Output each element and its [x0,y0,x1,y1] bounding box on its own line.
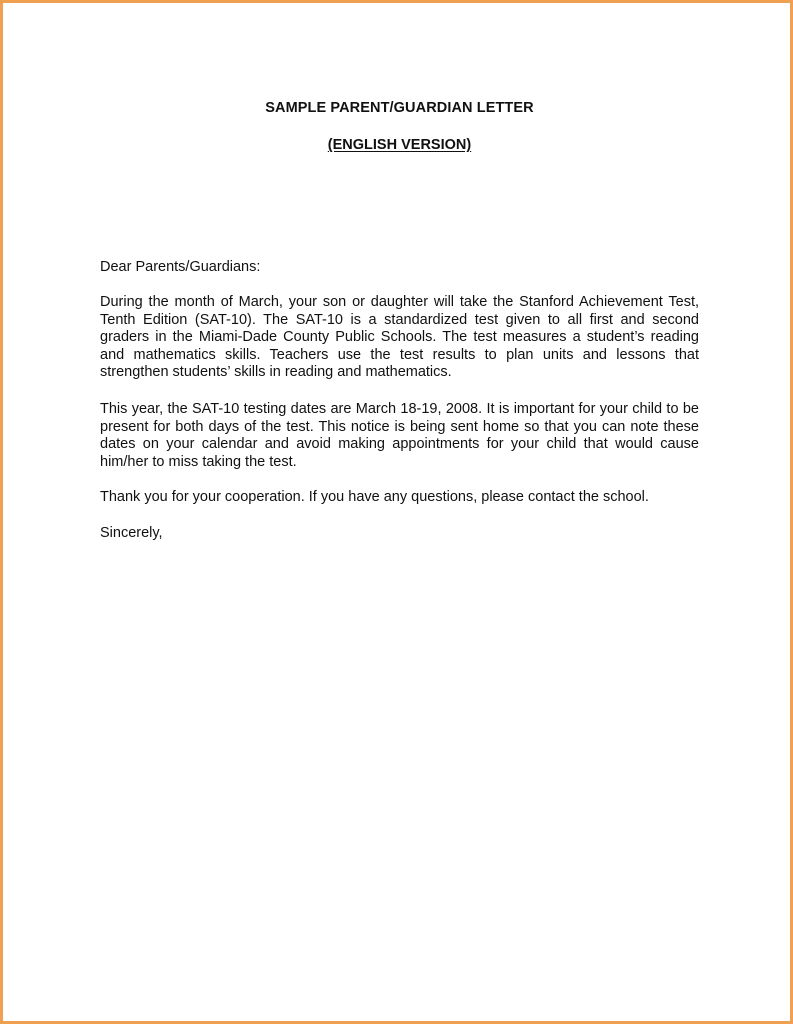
paragraph-testing-dates: This year, the SAT-10 testing dates are March 18-19, 2008. It is important for your child to be present for both days of the test. This notice is being sent home so that you can note these dates on your calendar and avoid making appointments for your child that would cause him/her to miss taking the test. [100,401,699,470]
paragraph-test-description: During the month of March, your son or daughter will take the Stanford Achievement Test, Tenth Edition (SAT-10). The SAT-10 is a standardized test given to all first and second graders in the Miami-Dade County Public Schools. The test measures a student’s reading and mathematics skills. Teachers use the test results to plan units and lessons that strengthen students’ skills in reading and mathematics. [100,294,699,380]
paragraph-thank-you: Thank you for your cooperation. If you have any questions, please contact the school. [100,489,649,505]
letter-subtitle: (ENGLISH VERSION) [327,137,472,153]
letter-subtitle-wrapper [3,137,793,153]
closing: Sincerely, [100,525,163,541]
salutation: Dear Parents/Guardians: [100,259,261,275]
letter-title: SAMPLE PARENT/GUARDIAN LETTER [265,100,534,116]
